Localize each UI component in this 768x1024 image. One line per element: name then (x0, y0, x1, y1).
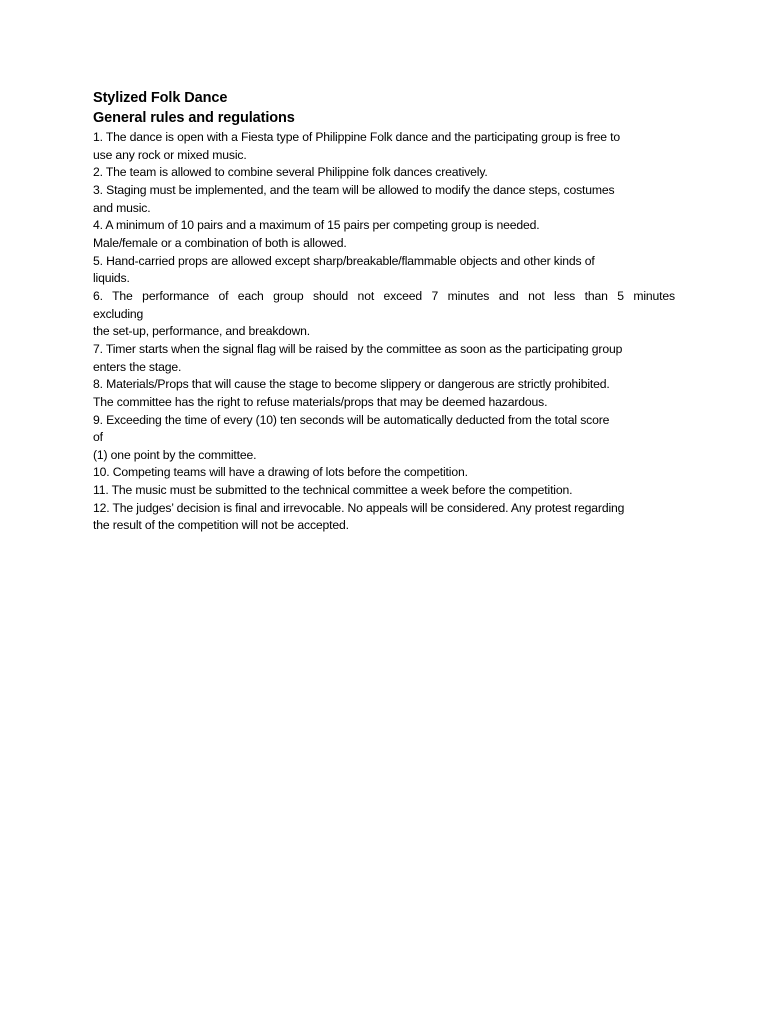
rule-line: 11. The music must be submitted to the technical committee a week before the competition. (93, 483, 573, 498)
rule-line: (1) one point by the committee. (93, 447, 257, 462)
rule-line: 3. Staging must be implemented, and the team will be allowed to modify the dance steps, costumes (93, 182, 615, 197)
rules-list (93, 129, 675, 535)
rule-line: of (93, 430, 103, 445)
rule-line: 10. Competing teams will have a drawing of lots before the competition. (93, 465, 468, 480)
rule-line: enters the stage. (93, 359, 182, 374)
rule-line: 8. Materials/Props that will cause the stage to become slippery or dangerous are strictly prohibited. (93, 377, 610, 392)
rule-line: and music. (93, 200, 151, 215)
rule-line: 9. Exceeding the time of every (10) ten seconds will be automatically deducted from the total score (93, 412, 610, 427)
rule-line: excluding (93, 306, 144, 321)
rule-line: Male/female or a combination of both is allowed. (93, 235, 347, 250)
rule-line: 6. The performance of each group should not exceed 7 minutes and not less than 5 minutes (93, 288, 675, 303)
document-subtitle: General rules and regulations (93, 110, 295, 126)
document-title: Stylized Folk Dance (93, 90, 228, 106)
rule-line: the result of the competition will not be accepted. (93, 518, 349, 533)
rule-line: 4. A minimum of 10 pairs and a maximum of 15 pairs per competing group is needed. (93, 218, 540, 233)
rule-line: liquids. (93, 271, 130, 286)
rule-line: 7. Timer starts when the signal flag will be raised by the committee as soon as the participating group (93, 341, 623, 356)
document-page (93, 89, 675, 535)
rule-line: use any rock or mixed music. (93, 147, 247, 162)
rule-line: 12. The judges’ decision is final and irrevocable. No appeals will be considered. Any protest regarding (93, 500, 625, 515)
rule-line: 5. Hand-carried props are allowed except sharp/breakable/flammable objects and other kinds of (93, 253, 595, 268)
rule-line: 2. The team is allowed to combine several Philippine folk dances creatively. (93, 165, 488, 180)
rule-line: the set-up, performance, and breakdown. (93, 324, 311, 339)
rule-line: The committee has the right to refuse materials/props that may be deemed hazardous. (93, 394, 548, 409)
rule-line: 1. The dance is open with a Fiesta type of Philippine Folk dance and the participating group is free to (93, 130, 621, 144)
